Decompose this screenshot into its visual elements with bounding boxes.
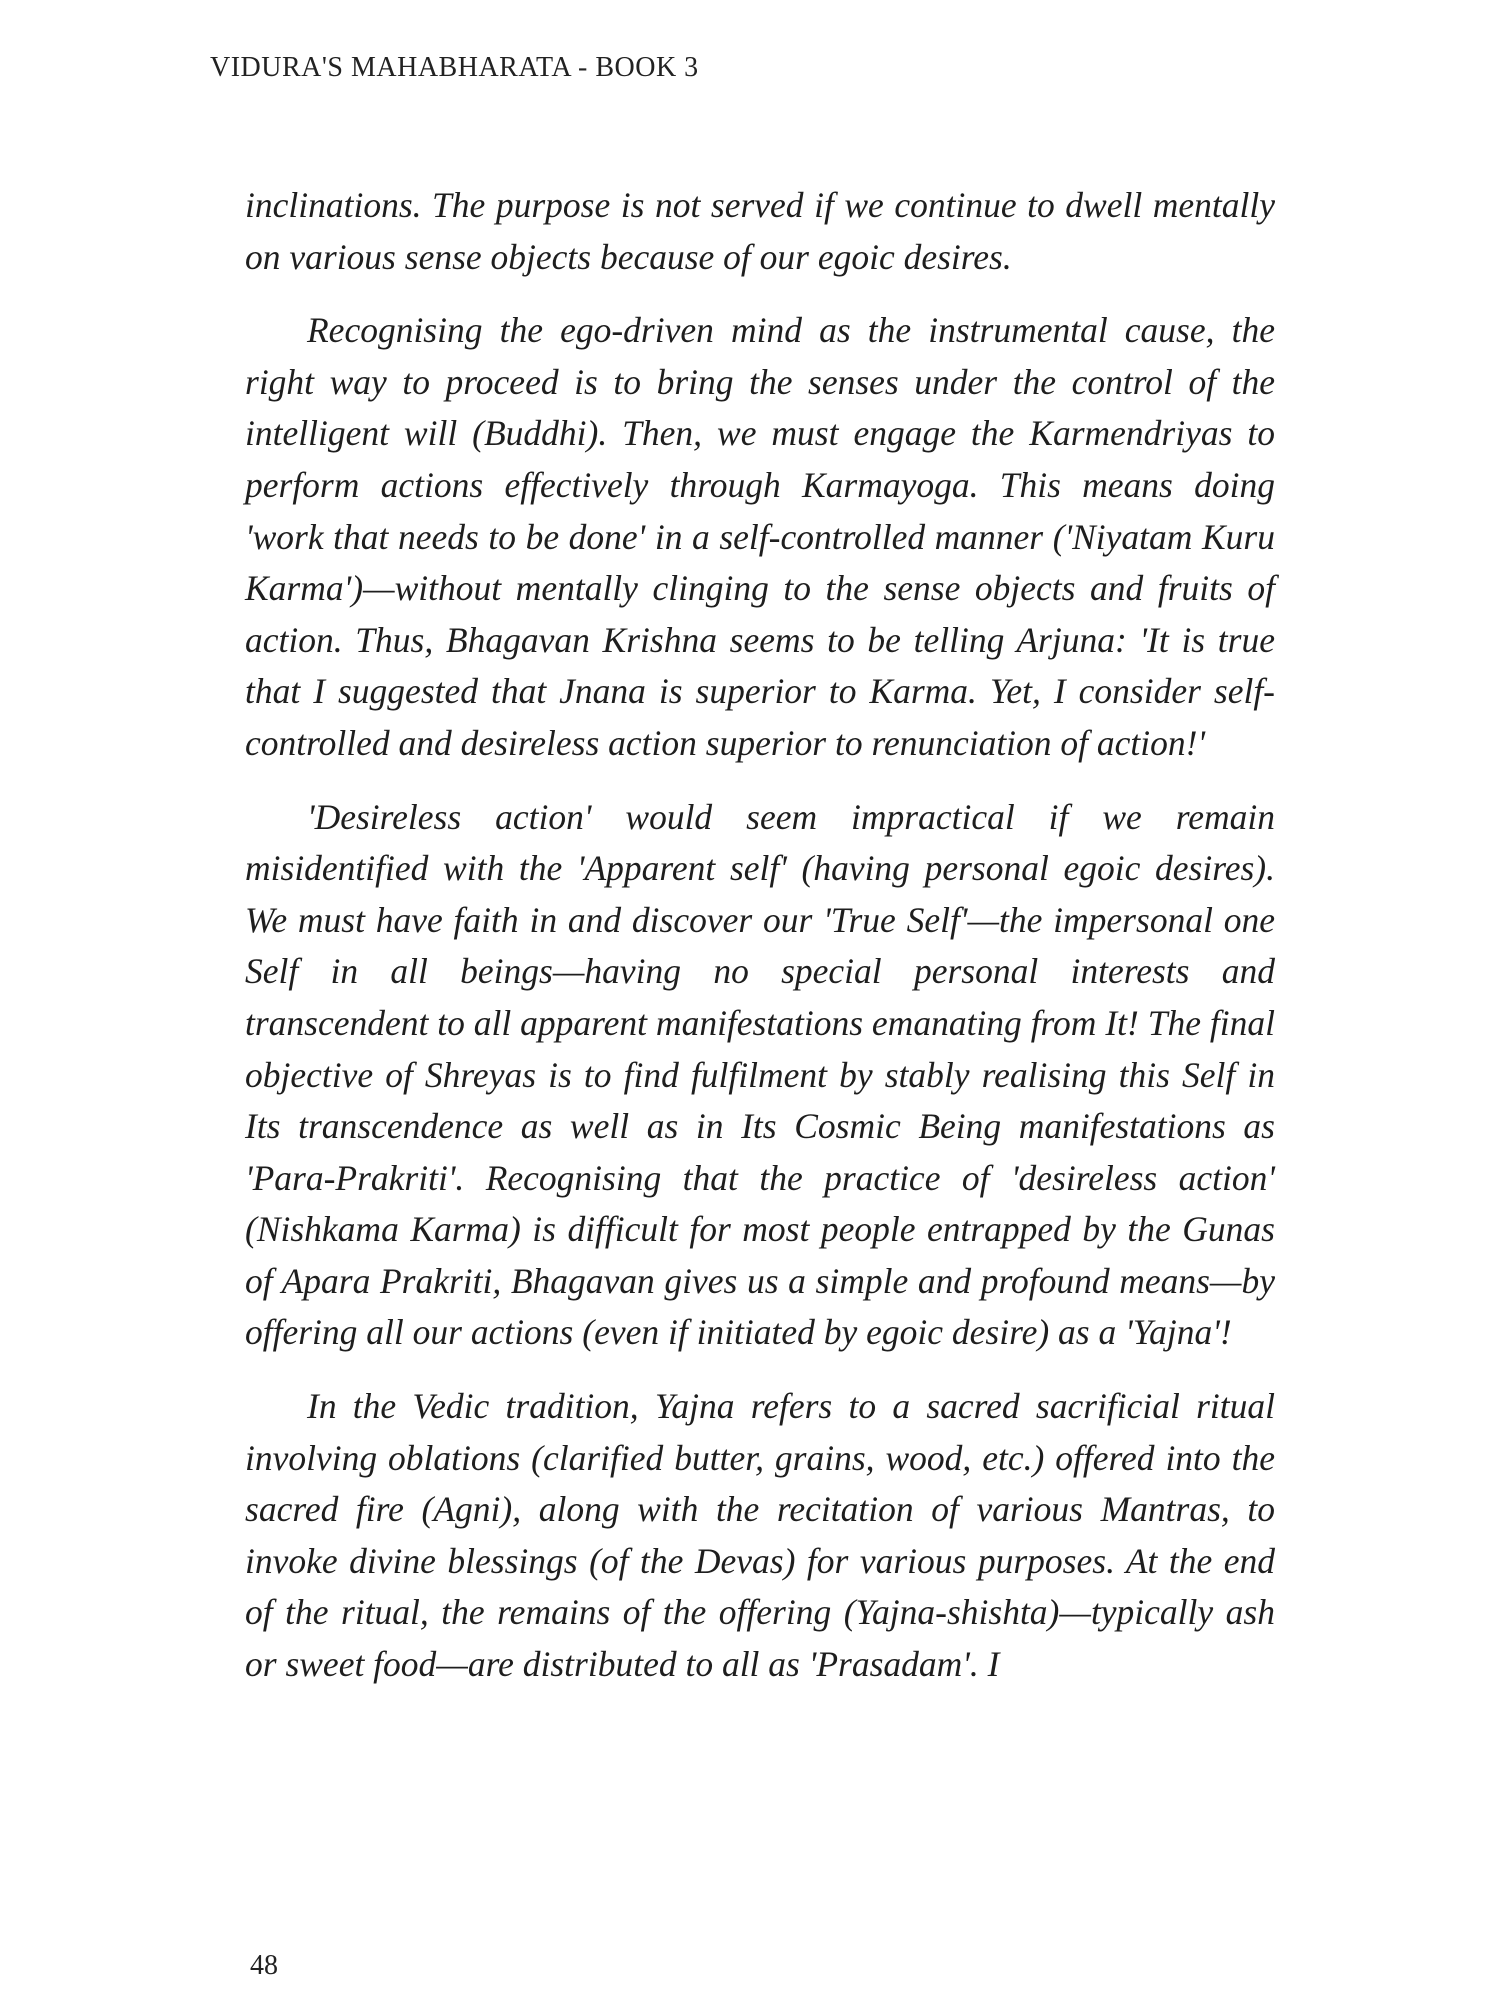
page-number: 48 (250, 1950, 278, 1981)
paragraph-vedic-tradition: In the Vedic tradition, Yajna refers to a sacred sacrificial ritual involving oblations (clarified butter, grains, wood, etc.) offered into the sacred fire (Agni), along with the recitation of various Mantras, to invoke divine blessings (of the Devas) for various purposes. At the end of the ritual, the remains of the offering (Yajna-shishta)—typically ash or sweet food—are distributed to all as 'Prasadam'. I (245, 1386, 1275, 1685)
paragraph-continued: inclinations. The purpose is not served if we continue to dwell mentally on various sense objects because of our egoic desires. (245, 185, 1275, 277)
paragraph-ego-driven-mind: Recognising the ego-driven mind as the instrumental cause, the right way to proceed is to bring the senses under the control of the intelligent will (Buddhi). Then, we must engage the Karmendriyas to perform actions effectively through Karmayoga. This means doing 'work that needs to be done' in a self-controlled manner ('Niyatam Kuru Karma')—without mentally clinging to the sense objects and fruits of action. Thus, Bhagavan Krishna seems to be telling Arjuna: 'It is true that I suggested that Jnana is superior to Karma. Yet, I consider self-controlled and desireless action superior to renunciation of action!' (245, 310, 1275, 763)
running-head: VIDURA'S MAHABHARATA - BOOK 3 (210, 52, 699, 83)
body-text (245, 180, 1275, 1713)
paragraph-desireless-action: 'Desireless action' would seem impractical if we remain misidentified with the 'Apparent self' (having personal egoic desires). We must have faith in and discover our 'True Self'—the impersonal one Self in all beings—having no special personal interests and transcendent to all apparent manifestations emanating from It! The final objective of Shreyas is to find fulfilment by stably realising this Self in Its transcendence as well as in Its Cosmic Being manifestations as 'Para-Prakriti'. Recognising that the practice of 'desireless action' (Nishkama Karma) is difficult for most people entrapped by the Gunas of Apara Prakriti, Bhagavan gives us a simple and profound means—by offering all our actions (even if initiated by egoic desire) as a 'Yajna'! (245, 796, 1275, 1353)
